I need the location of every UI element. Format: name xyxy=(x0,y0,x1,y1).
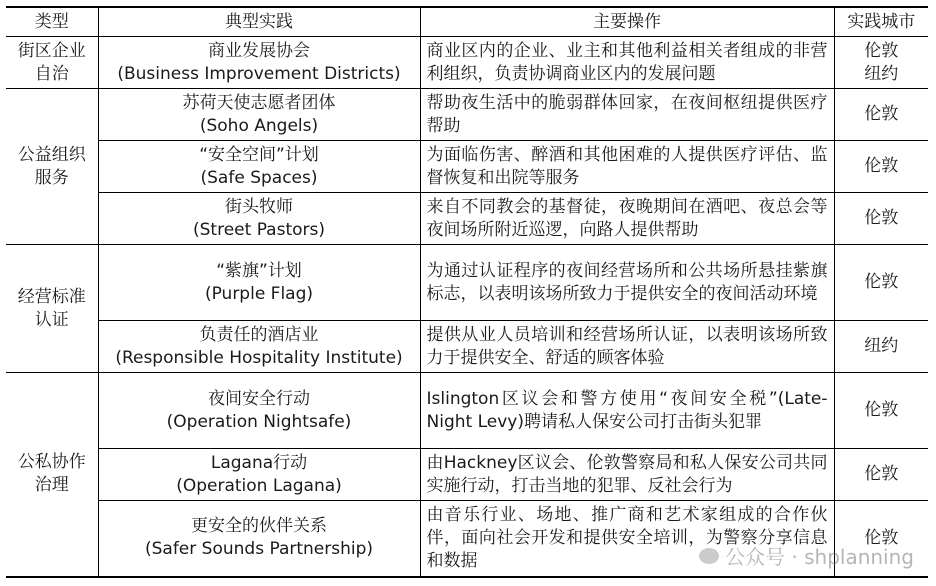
practice-name-en: (Business Improvement Districts) xyxy=(117,63,401,84)
practice-name-cn: 商业发展协会 xyxy=(208,40,310,61)
wechat-icon xyxy=(699,548,719,564)
category-cell xyxy=(6,245,98,373)
practice-cell xyxy=(98,501,420,577)
operation-cell: 提供从业人员培训和经营场所认证，以表明该场所致力于提供安全、舒适的顾客体验 xyxy=(420,321,834,373)
table-row xyxy=(6,89,928,141)
practice-name-en: (Operation Lagana) xyxy=(176,475,342,496)
operation-cell: 帮助夜生活中的脆弱群体回家，在夜间枢纽提供医疗帮助 xyxy=(420,89,834,141)
practice-name-en: (Responsible Hospitality Institute) xyxy=(115,347,403,368)
table-row xyxy=(6,449,928,501)
practice-name-cn: Lagana行动 xyxy=(210,452,308,473)
practice-cell xyxy=(98,449,420,501)
practice-name-cn: 夜间安全行动 xyxy=(208,388,310,409)
practice-name-cn: “安全空间”计划 xyxy=(199,144,319,165)
practice-name-en: (Safe Spaces) xyxy=(200,167,318,188)
table-row xyxy=(6,193,928,245)
city-label: 伦敦 纽约 xyxy=(864,40,899,84)
watermark xyxy=(699,541,914,570)
city-cell: 伦敦 xyxy=(834,449,928,501)
practice-cell xyxy=(98,373,420,449)
operation-cell: 为通过认证程序的夜间经营场所和公共场所悬挂紫旗标志，以表明该场所致力于提供安全的夜间活动环境 xyxy=(420,245,834,321)
operation-cell: 商业区内的企业、业主和其他利益相关者组成的非营利组织，负责协调商业区内的发展问题 xyxy=(420,37,834,89)
practice-cell xyxy=(98,321,420,373)
header-row xyxy=(6,7,928,37)
city-cell xyxy=(834,37,928,89)
header-operation: 主要操作 xyxy=(420,7,834,37)
category-cell xyxy=(6,37,98,89)
practice-cell xyxy=(98,37,420,89)
watermark-text: 公众号 · shplanning xyxy=(725,545,914,569)
operation-cell: Islington区议会和警方使用“夜间安全税”(Late-Night Levy)聘请私人保安公司打击街头犯罪 xyxy=(420,373,834,449)
practice-cell xyxy=(98,245,420,321)
practice-cell xyxy=(98,193,420,245)
practice-cell xyxy=(98,89,420,141)
practice-name-cn: 苏荷天使志愿者团体 xyxy=(182,92,336,113)
city-cell: 伦敦 xyxy=(834,141,928,193)
category-cell xyxy=(6,373,98,577)
operation-cell: 为面临伤害、醉酒和其他困难的人提供医疗评估、监督恢复和出院等服务 xyxy=(420,141,834,193)
practice-table xyxy=(6,6,928,578)
category-label: 经营标准认证 xyxy=(17,286,86,330)
city-cell: 伦敦 xyxy=(834,89,928,141)
header-practice: 典型实践 xyxy=(98,7,420,37)
city-cell: 伦敦 xyxy=(834,193,928,245)
table-row xyxy=(6,321,928,373)
category-label: 街区企业自治 xyxy=(17,40,86,84)
table-row xyxy=(6,141,928,193)
city-cell: 伦敦 xyxy=(834,501,928,577)
table-row xyxy=(6,373,928,449)
operation-cell: 由Hackney区议会、伦敦警察局和私人保安公司共同实施行动，打击当地的犯罪、反社会行为 xyxy=(420,449,834,501)
city-cell: 伦敦 xyxy=(834,373,928,449)
city-cell: 纽约 xyxy=(834,321,928,373)
practice-name-en: (Purple Flag) xyxy=(204,283,314,304)
city-cell: 伦敦 xyxy=(834,245,928,321)
category-label: 公益组织服务 xyxy=(17,144,86,188)
table-row xyxy=(6,37,928,89)
category-cell xyxy=(6,89,98,245)
practice-name-en: (Street Pastors) xyxy=(193,219,325,240)
practice-name-cn: 负责任的酒店业 xyxy=(199,324,319,345)
practice-name-cn: 街头牧师 xyxy=(225,196,293,217)
practice-cell xyxy=(98,141,420,193)
practice-name-en: (Safer Sounds Partnership) xyxy=(144,539,374,560)
operation-cell: 来自不同教会的基督徒，夜晚期间在酒吧、夜总会等夜间场所附近巡逻，向路人提供帮助 xyxy=(420,193,834,245)
practice-name-cn: “紫旗”计划 xyxy=(216,260,302,281)
practice-name-cn: 更安全的伙伴关系 xyxy=(191,516,327,537)
table-row xyxy=(6,245,928,321)
operation-cell: 由音乐行业、场地、推广商和艺术家组成的合作伙伴，面向社会开发和提供安全培训，为警察分享信息和数据 xyxy=(420,501,834,577)
header-city: 实践城市 xyxy=(834,7,928,37)
category-label: 公私协作治理 xyxy=(17,452,86,496)
header-category: 类型 xyxy=(6,7,98,37)
practice-name-en: (Operation Nightsafe) xyxy=(166,411,352,432)
practice-name-en: (Soho Angels) xyxy=(199,115,319,136)
